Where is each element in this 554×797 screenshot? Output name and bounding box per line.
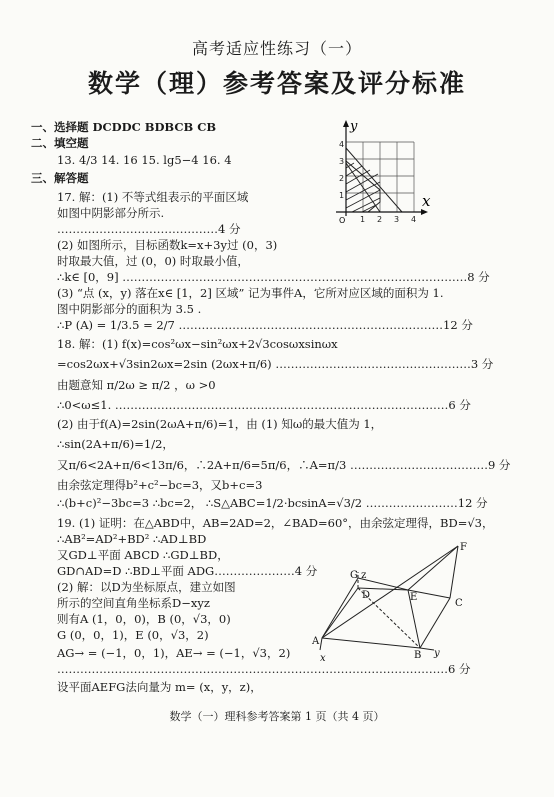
- text-line: 19. (1) 证明：在△ABD中，AB=2AD=2，∠BAD=60°，由余弦定理得，BD=√3，: [57, 516, 494, 530]
- text-line: 17. 解：(1) 不等式组表示的平面区域: [57, 190, 249, 204]
- score-line: ∴0<ω≤1. ……………………………………………………………………………6 分: [57, 398, 471, 412]
- label-e: E: [410, 592, 418, 603]
- label-gz: G z: [350, 570, 367, 581]
- score-line: GD∩AD=D ∴BD⊥平面 ADG…………………4 分: [57, 564, 318, 578]
- edge: [450, 546, 458, 598]
- edge: [420, 598, 450, 648]
- score-line: ∴P (A) = 1/3.5 = 2/7 ……………………………………………………………12 分: [57, 318, 473, 332]
- score-line: …………………………………………………………………………………………6 分: [57, 662, 471, 676]
- fill-answers: 13. 4/3 14. 16 15. lg5−4 16. 4: [57, 153, 232, 167]
- text-line: (2) 解：以D为坐标原点，建立如图: [57, 580, 236, 594]
- label-c: C: [455, 598, 463, 609]
- text-line: 由余弦定理得b²+c²−bc=3，又b+c=3: [57, 478, 263, 492]
- score-line: ∴(b+c)²−3bc=3 ∴bc=2， ∴S△ABC=1/2·bcsinA=√3/2 ……………………12 分: [57, 496, 488, 510]
- y-tick: 1: [339, 191, 345, 200]
- label-f: F: [460, 542, 467, 553]
- exam-subtitle: 高考适应性练习（一）: [191, 39, 362, 58]
- text-line: 设平面AEFG法向量为 m= (x，y，z)，: [57, 680, 262, 694]
- label-y: y: [434, 648, 440, 659]
- edge: [420, 648, 434, 650]
- text-line: 又GD⊥平面 ABCD ∴GD⊥BD，: [57, 548, 229, 562]
- label-b: B: [414, 650, 422, 661]
- y-axis-arrow: [343, 120, 349, 127]
- edge: [322, 638, 420, 648]
- edge: [322, 546, 458, 638]
- section-fill-blank: 二、填空题: [31, 136, 89, 150]
- page-footer: 数学（一）理科参考答案第 1 页（共 4 页）: [169, 710, 385, 723]
- section-solutions: 三、解答题: [31, 171, 89, 185]
- choice-answers: 一、选择题 DCDDC BDBCB CB: [31, 120, 217, 134]
- y-tick: 4: [339, 140, 345, 149]
- y-tick: 3: [339, 157, 345, 166]
- x-tick: 3: [394, 215, 400, 224]
- region-graph: [322, 118, 432, 228]
- x-axis-label: x: [422, 192, 431, 210]
- y-tick: 2: [339, 174, 345, 183]
- edge: [322, 588, 358, 638]
- text-line: 如图中阴影部分所示.: [57, 206, 165, 220]
- label-x: x: [320, 653, 326, 664]
- text-line: (2) 由于f(A)=2sin(2ωA+π/6)=1，由 (1) 知ω的最大值为 1，: [57, 417, 383, 431]
- text-line: 时取最大值，过 (0，0) 时取最小值，: [57, 254, 249, 268]
- score-line: =cos2ωx+√3sin2ωx=2sin (2ωx+π/6) ……………………………………………3 分: [57, 357, 494, 371]
- text-line: ∴sin(2A+π/6)=1/2，: [57, 437, 174, 451]
- x-tick: 4: [411, 215, 417, 224]
- page-title: 数学（理）参考答案及评分标准: [87, 69, 466, 98]
- text-line: 图中阴影部分的面积为 3.5 .: [57, 302, 202, 316]
- text-line: 18. 解：(1) f(x)=cos²ωx−sin²ωx+2√3cosωxsinωx: [57, 337, 338, 351]
- text-line: 所示的空间直角坐标系D−xyz: [57, 596, 210, 610]
- score-line: ……………………………………4 分: [57, 222, 241, 236]
- label-a: A: [312, 636, 320, 647]
- text-line: AG→ = (−1，0，1)，AE→ = (−1，√3，2): [57, 646, 291, 660]
- x-tick: 1: [360, 215, 366, 224]
- score-line: 又π/6<2A+π/6<13π/6，∴2A+π/6=5π/6，∴A=π/3 ………………………………9 分: [57, 458, 511, 472]
- y-axis-label: y: [350, 119, 358, 134]
- edge: [320, 638, 322, 650]
- text-line: (3) “点 (x，y) 落在x∈ [1，2] 区域” 记为事件A，它所对应区域的面积为 1.: [57, 286, 444, 300]
- text-line: ∴AB²=AD²+BD² ∴AD⊥BD: [57, 532, 207, 546]
- edge: [322, 578, 358, 638]
- text-line: 则有A (1，0，0)，B (0，√3，0): [57, 612, 231, 626]
- solid-figure: [310, 530, 480, 665]
- origin-label: O: [339, 216, 346, 225]
- edge: [408, 546, 458, 590]
- text-line: 由题意知 π/2ω ≥ π/2 ，ω >0: [57, 378, 216, 392]
- label-d: D: [362, 590, 371, 601]
- text-line: (2) 如图所示，目标函数k=x+3y过 (0，3): [57, 238, 278, 252]
- boundary-line: [346, 148, 402, 212]
- x-tick: 2: [377, 215, 383, 224]
- score-line: ∴k∈ [0，9] ………………………………………………………………………………8 分: [57, 270, 490, 284]
- text-line: G (0，0，1)，E (0，√3，2): [57, 628, 209, 642]
